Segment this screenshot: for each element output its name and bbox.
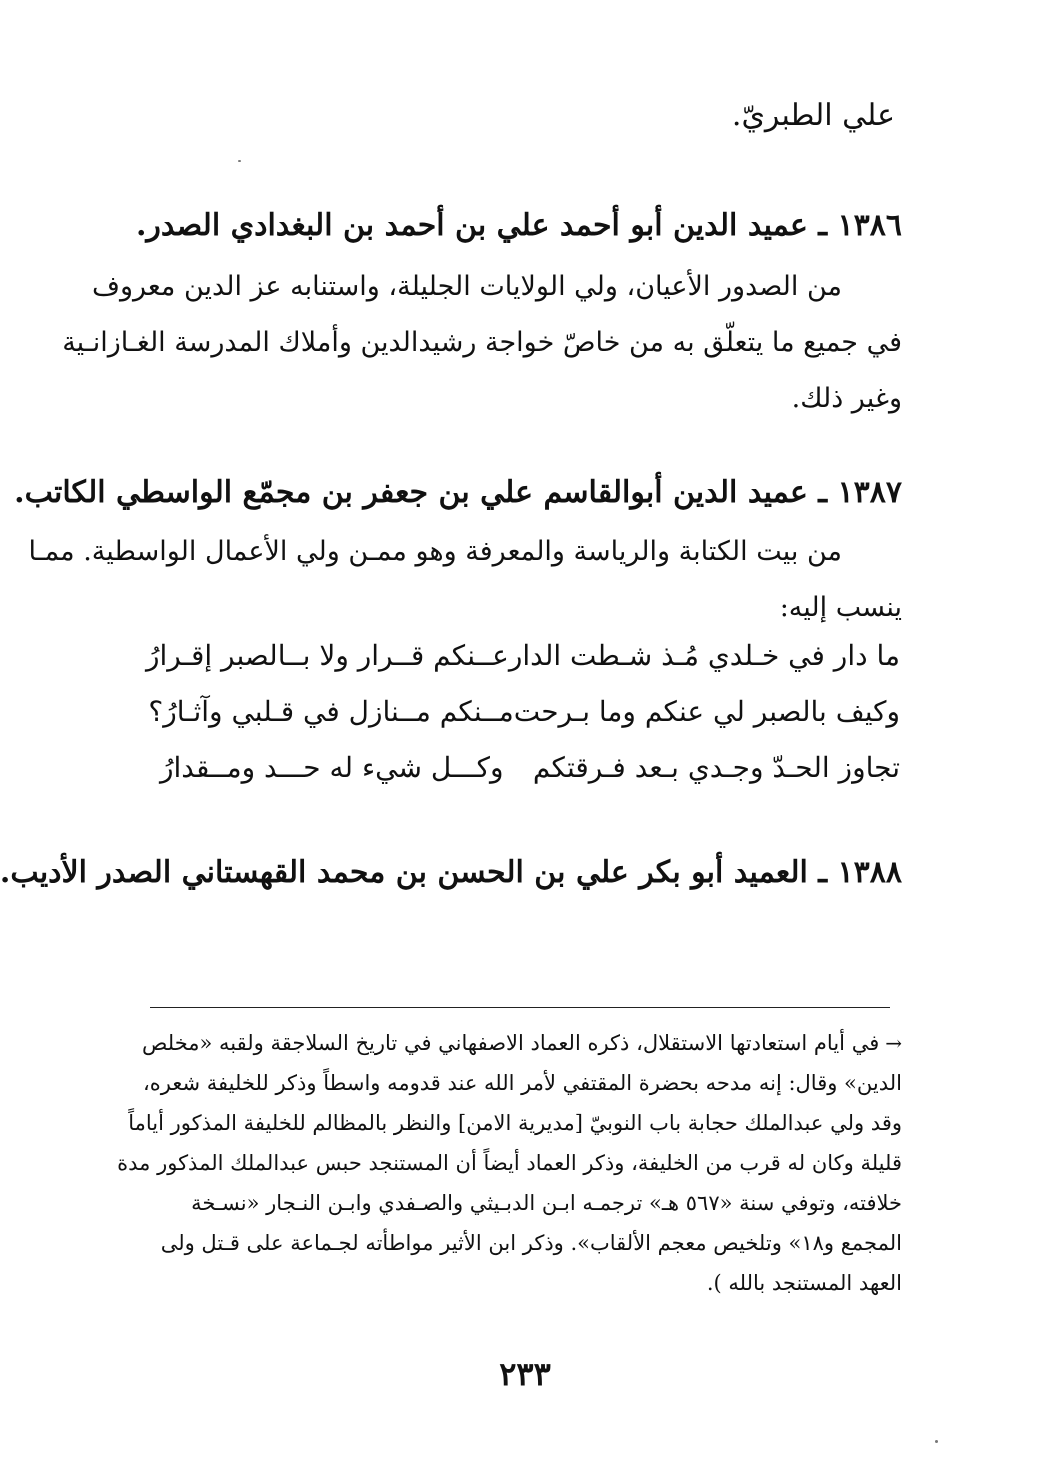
page-number: ٢٣٣ xyxy=(499,1355,551,1393)
footnote-line: خلافته، وتوفي سنة «٥٦٧ هـ» ترجمـه ابـن الدبـيثي والصـفدي وابـن النـجار «نسـخة xyxy=(191,1191,902,1215)
poem-first-hemistich: ما دار في خـلدي مُـذ شـطت الدار xyxy=(508,639,900,672)
footnote-line xyxy=(142,1023,902,1063)
poem-verse xyxy=(145,628,900,684)
footnote-line: وقد ولي عبدالملك حجابة باب النوبيّ [مديرية الامن] والنظر بالمظالم للخليفة المذكور أياماً xyxy=(128,1111,902,1135)
poem-verse xyxy=(148,684,900,740)
scan-speck xyxy=(238,160,241,162)
poem-second-hemistich: عــنكم قــرار ولا بــالصبر إقـرارُ xyxy=(145,639,509,672)
footnote-line-text: في أيام استعادتها الاستقلال، ذكره العماد الاصفهاني في تاريخ السلاجقة ولقبه «مخلص xyxy=(142,1031,880,1055)
entry-heading-1387: ١٣٨٧ ـ عميد الدين أبوالقاسم علي بن جعفر بن مجمّع الواسطي الكاتب. xyxy=(14,475,902,510)
entry-heading-1386: ١٣٨٦ ـ عميد الدين أبو أحمد علي بن أحمد بن البغدادي الصدر. xyxy=(135,208,902,243)
body-line: من الصدور الأعيان، ولي الولايات الجليلة، واستنابه عز الدين معروف xyxy=(91,271,842,302)
footnote xyxy=(117,1023,902,1303)
body-line: وغير ذلك. xyxy=(791,383,902,414)
poem-first-hemistich: وكيف بالصبر لي عنكم وما بـرحت xyxy=(513,695,900,728)
footnote-divider xyxy=(150,1007,890,1008)
poem-second-hemistich: وكـــل شيء له حـــد ومــقدارُ xyxy=(160,751,504,784)
entry-body-1387 xyxy=(28,524,902,636)
poem-second-hemistich: مــنكم مــنازل في قـلبي وآثـارُ؟ xyxy=(148,695,514,728)
scan-speck xyxy=(935,1440,938,1443)
footnote-line: قليلة وكان له قرب من الخليفة، وذكر العماد أيضاً أن المستنجد حبس عبدالملك المذكور مدة xyxy=(117,1151,902,1175)
poem-verse xyxy=(160,740,900,796)
footnote-line: المجمع و١٨» وتلخيص معجم الألقاب». وذكر ابن الأثير مواطأته لجـماعة على قـتل ولى xyxy=(160,1231,902,1255)
poem xyxy=(145,628,900,796)
poem-first-hemistich: تجاوز الحـدّ وجـدي بـعد فـرقتكم xyxy=(532,751,900,784)
continuation-arrow-icon: → xyxy=(885,1031,902,1055)
body-line: من بيت الكتابة والرياسة والمعرفة وهو ممـن ولي الأعمال الواسطية. ممـا xyxy=(28,536,842,567)
body-line: ينسب إليه: xyxy=(779,592,902,623)
footnote-line: العهد المستنجد بالله ). xyxy=(706,1271,902,1295)
intro-line: علي الطبريّ. xyxy=(731,98,895,133)
entry-body-1386 xyxy=(62,259,902,427)
footnote-line: الدين» وقال: إنه مدحه بحضرة المقتفي لأمر الله عند قدومه واسطاً وذكر للخليفة شعره، xyxy=(142,1071,902,1095)
body-line: في جميع ما يتعلّق به من خاصّ خواجة رشيدالدين وأملاك المدرسة الغـازانـية xyxy=(62,327,902,358)
entry-heading-1388: ١٣٨٨ ـ العميد أبو بكر علي بن الحسن بن محمد القهستاني الصدر الأديب. xyxy=(0,855,902,890)
